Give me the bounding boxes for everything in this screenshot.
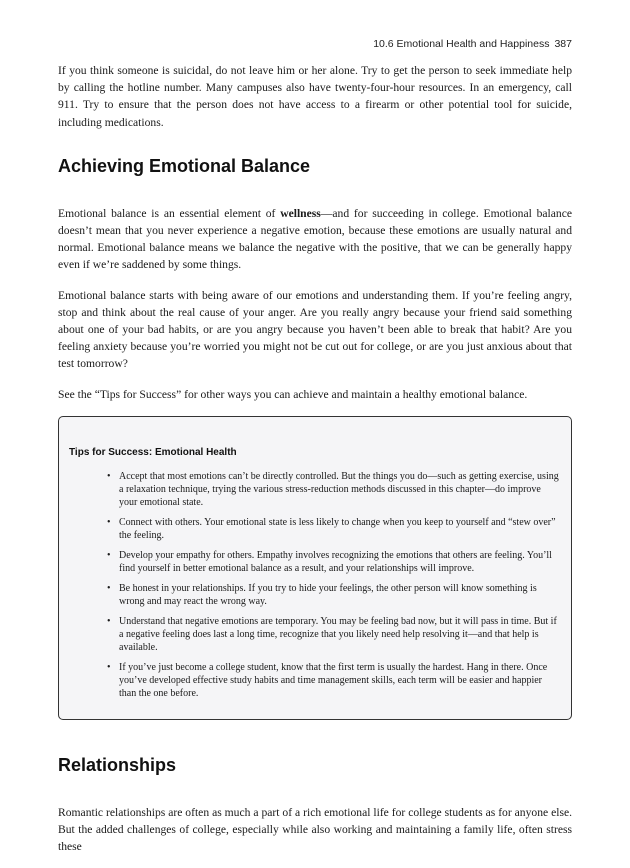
p1-text-after: —and for succeeding in college. Emotional balance doesn’t mean that you never experience a negative emotion, because these emotions are usually natural and normal. Emotional balance means we balance the negative with the positive, that we can be generally happy even if we’re saddened by some things. <box>58 206 573 272</box>
bullet-icon: • <box>107 549 111 561</box>
paragraph-emotional-balance-1 <box>58 205 572 274</box>
page-number: 387 <box>554 38 572 50</box>
tips-title: Tips for Success: Emotional Health <box>69 446 237 458</box>
tips-for-success-box <box>58 416 572 720</box>
tip-item <box>107 549 559 575</box>
paragraph-relationships-1: Romantic relationships are often as much a part of a rich emotional life for college students as for anyone else. But the added challenges of college, especially while also working and maintaining a family life, often stress these <box>58 805 572 854</box>
tip-text: Connect with others. Your emotional state is less likely to change when you keep to yourself and “stew over” the feeling. <box>119 516 556 541</box>
wellness-term: wellness <box>280 206 321 220</box>
heading-relationships: Relationships <box>58 754 177 775</box>
running-header <box>373 38 572 50</box>
page-content <box>58 62 572 868</box>
section-title: 10.6 Emotional Health and Happiness <box>373 38 550 50</box>
tip-item <box>107 615 559 654</box>
tip-item <box>107 582 559 608</box>
paragraph-emotional-balance-2: Emotional balance starts with being aware of our emotions and understanding them. If you’re feeling angry, stop and think about the real cause of your anger. Are you really angry because your friend said something about one of your bad habits, or are you angry because you haven’t been able to break that habit? Are you feeling anxiety because you’re worried you might not be cut out for college, or are you just anxious about that test tomorrow? <box>58 288 572 371</box>
bullet-icon: • <box>107 470 111 482</box>
intro-paragraph: If you think someone is suicidal, do not leave him or her alone. Try to get the person to seek immediate help by calling the hotline number. Many campuses also have twenty-four-hour resources. In an emergency, call 911. Try to ensure that the person does not have access to a firearm or other potential tool for suicide, including medications. <box>58 64 572 129</box>
bullet-icon: • <box>107 615 111 627</box>
heading-achieving-emotional-balance: Achieving Emotional Balance <box>58 155 311 176</box>
tips-list <box>69 470 559 700</box>
bullet-icon: • <box>107 661 111 673</box>
tip-text: Understand that negative emotions are temporary. You may be feeling bad now, but it will pass in time. But if a negative feeling does last a long time, recognize that you likely need help resolving it—and that help is available. <box>119 615 557 653</box>
bullet-icon: • <box>107 516 111 528</box>
p1-text-before: Emotional balance is an essential element of <box>58 206 281 220</box>
tip-item <box>107 661 559 700</box>
tip-text: Develop your empathy for others. Empathy involves recognizing the emotions that others are feeling. You’ll find yourself in better emotional balance as a result, and your relationships will improve. <box>119 549 552 574</box>
tip-item <box>107 516 559 542</box>
tip-text: Be honest in your relationships. If you try to hide your feelings, the other person will know something is wrong and may react the wrong way. <box>119 582 537 607</box>
bullet-icon: • <box>107 582 111 594</box>
paragraph-emotional-balance-3: See the “Tips for Success” for other ways you can achieve and maintain a healthy emotional balance. <box>58 387 528 401</box>
tip-text: Accept that most emotions can’t be directly controlled. But the things you do—such as getting exercise, using a relaxation technique, trying the various stress-reduction methods discussed in this chapter—do improve your emotional state. <box>119 470 559 508</box>
tip-item <box>107 470 559 509</box>
tip-text: If you’ve just become a college student, know that the first term is usually the hardest. Hang in there. Once you’ve developed effective study habits and time management skills, each term will be easier and happier than the one before. <box>119 661 548 699</box>
